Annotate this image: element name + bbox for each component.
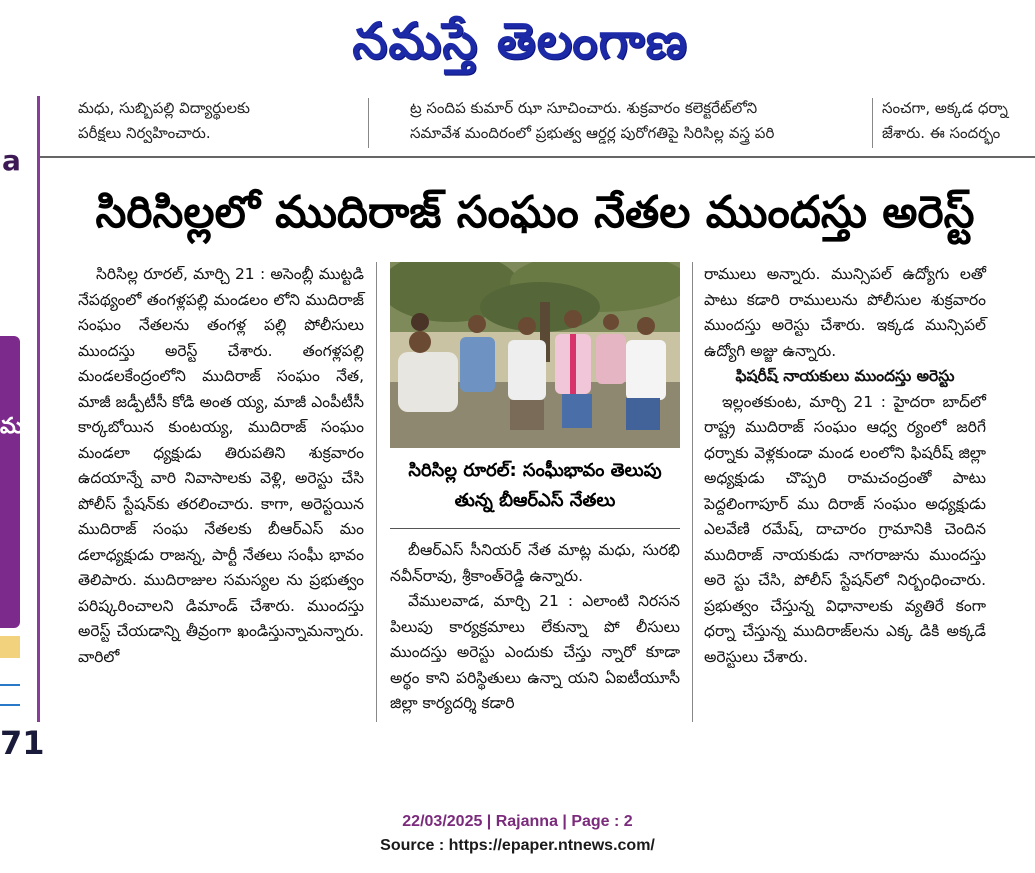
prev-article-col3 — [882, 96, 1035, 146]
newspaper-masthead: నమస్తే తెలంగాణ — [352, 12, 688, 70]
column-divider-2 — [692, 262, 693, 722]
strip-purple-panel — [0, 336, 24, 628]
article-col2-para2: వేములవాడ, మార్చి 21 : ఎలాంటి నిరసన పిలుపు కార్యక్రమాలు లేకున్నా పో లీసులు ముందస్తు అరెస్టు ఎందుకు చేస్తు న్నారో కూడా అర్థం కాని పరిస్థితులు ఉన్నా యని ఏఐటీయూసీ జిల్లా కార్యదర్శి కడారి — [390, 592, 680, 712]
article-col1-text: సిరిసిల్ల రూరల్, మార్చి 21 : అసెంబ్లీ ముట్టడి నేపథ్యంలో తంగళ్లపల్లి మండలం లోని ముదిరాజ్ సంఘం నేతలను తంగళ్ల పల్లి పోలీసులు ముందస్తు అరెస్ట్ చేశారు. తంగళ్లపల్లి మండలకేంద్రంలోని ముదిరాజ్ సంఘం నేత, మాజీ జడ్పీటీసీ కోడి అంత య్య, మాజీ ఎంపీటీసీ కార్కబోయిన కుంటయ్య, ముదిరాజ్ సంఘం మండలా ధ్యక్షుడు తిరుపతిని శుక్రవారం ఉదయాన్నే వారి నివాసాలకు వెళ్లి, అరెస్టు చేసి పోలీస్ స్టేషన్‌కు తరలించారు. కాగా, అరెస్టయిన ముదిరాజ్ సంఘ నేతలకు బీఆర్‌ఎస్ మం డలాధ్యక్షుడు రాజన్న, పార్టీ నేతలు సంఘీ భావం తెలిపారు. ముదిరాజుల సమస్యల ను ప్రభుత్వం పరిష్కరించాలని డిమాండ్ చేశారు. ముందస్తు అరెస్ట్ చేయడాన్ని తీవ్రంగా ఖండిస్తున్నామన్నారు. వారిలో — [78, 265, 364, 666]
prev-col2-line1: ట్ర సందిప కుమార్ ఝా సూచించారు. శుక్రవారం కలెక్టరేట్‌లోని — [410, 99, 758, 117]
caption-rule — [390, 528, 680, 529]
page-footer — [0, 810, 1035, 858]
prev-col3-line1: సంచగా, అక్కడ ధర్నా — [882, 99, 1008, 117]
article-subheading: ఫిషరీష్ నాయకులు ముందస్తు అరెస్టు — [735, 367, 955, 385]
prev-divider-1 — [368, 98, 369, 148]
article-column-3 — [704, 262, 986, 670]
section-rule — [40, 156, 1035, 158]
column-divider-1 — [376, 262, 377, 722]
footer-edition-info: 22/03/2025 | Rajanna | Page : 2 — [402, 813, 633, 830]
article-column-2 — [390, 538, 680, 717]
prev-col3-line2: జేశారు. ఈ సందర్భం — [882, 124, 1001, 142]
photo-caption: సిరిసిల్ల రూరల్: సంఘీభావం తెలుపు తున్న బీఆర్‌ఎస్ నేతలు — [408, 460, 662, 511]
article-col3-para2: ఇల్లంతకుంట, మార్చి 21 : హైదరా బాద్‌లో రాష్ట్ర ముదిరాజ్ సంఘం ఆధ్వ ర్యంలో జరిగే ధర్నాకు వెళ్లకుండా మండ లంలోని ఫిషరీష్ జిల్లా అధ్యక్షుడు చొప్పరి రామచంద్రంతో పాటు పెద్దలింగాపూర్ ము దిరాజ్ సంఘం అధ్యక్షుడు ఎలవేణి రమేష్, దాచారం గ్రామానికి చెందిన ముదిరాజ్ నాయకుడు నాగరాజును ముందస్తు అరె స్టు చేసి, పోలీస్ స్టేషన్‌లో నిర్బంధించారు. ప్రభుత్వం చేస్తున్న విధానాలకు వ్యతిరే కంగా ధర్నా చేస్తున్న ముదిరాజ్‌లను ఎక్క డికి అక్కడే అరెస్టులు చేశారు. — [704, 392, 986, 666]
footer-source: Source : https://epaper.ntnews.com/ — [380, 837, 655, 854]
prev-divider-2 — [872, 98, 873, 148]
prev-col1-line2: పరీక్షలు నిర్వహించారు. — [78, 124, 211, 142]
prev-article-col1 — [78, 96, 360, 146]
strip-number: 71 — [0, 724, 45, 762]
strip-blue-lines — [0, 684, 20, 706]
strip-yellow-band — [0, 636, 20, 658]
article-col2-para1: బీఆర్‌ఎస్ సీనియర్ నేత మాట్ల మధు, సురభి నవీన్‌రావు, శ్రీకాంత్‌రెడ్డి ఉన్నారు. — [390, 541, 680, 585]
prev-col1-line1: మధు, సుబ్బిపల్లి విద్యార్థులకు — [78, 99, 251, 117]
prev-article-col2 — [410, 96, 870, 146]
strip-fragment-top: a — [2, 144, 21, 177]
prev-col2-line2: సమావేశ మందిరంలో ప్రభుత్వ ఆర్డర్ల పురోగతిపై సిరిసిల్ల వస్త్ర పరి — [410, 124, 775, 142]
article-col3-para1: రాములు అన్నారు. మున్సిపల్ ఉద్యోగు లతో పాటు కడారి రాములును పోలీసుల శుక్రవారం ముందస్తు అరెస్టు చేశారు. ఇక్కడ మున్సిపల్ ఉద్యోగి అజ్జు ఉన్నారు. — [704, 265, 986, 360]
strip-fragment-mid: మ — [0, 414, 24, 439]
news-photo-illustration — [390, 262, 680, 448]
adjacent-page-strip — [0, 96, 45, 762]
article-headline: సిరిసిల్లలో ముదిరాజ్ సంఘం నేతల ముందస్తు అరెస్ట్ — [95, 187, 975, 238]
article-column-1 — [78, 262, 364, 670]
news-photo — [390, 262, 680, 448]
